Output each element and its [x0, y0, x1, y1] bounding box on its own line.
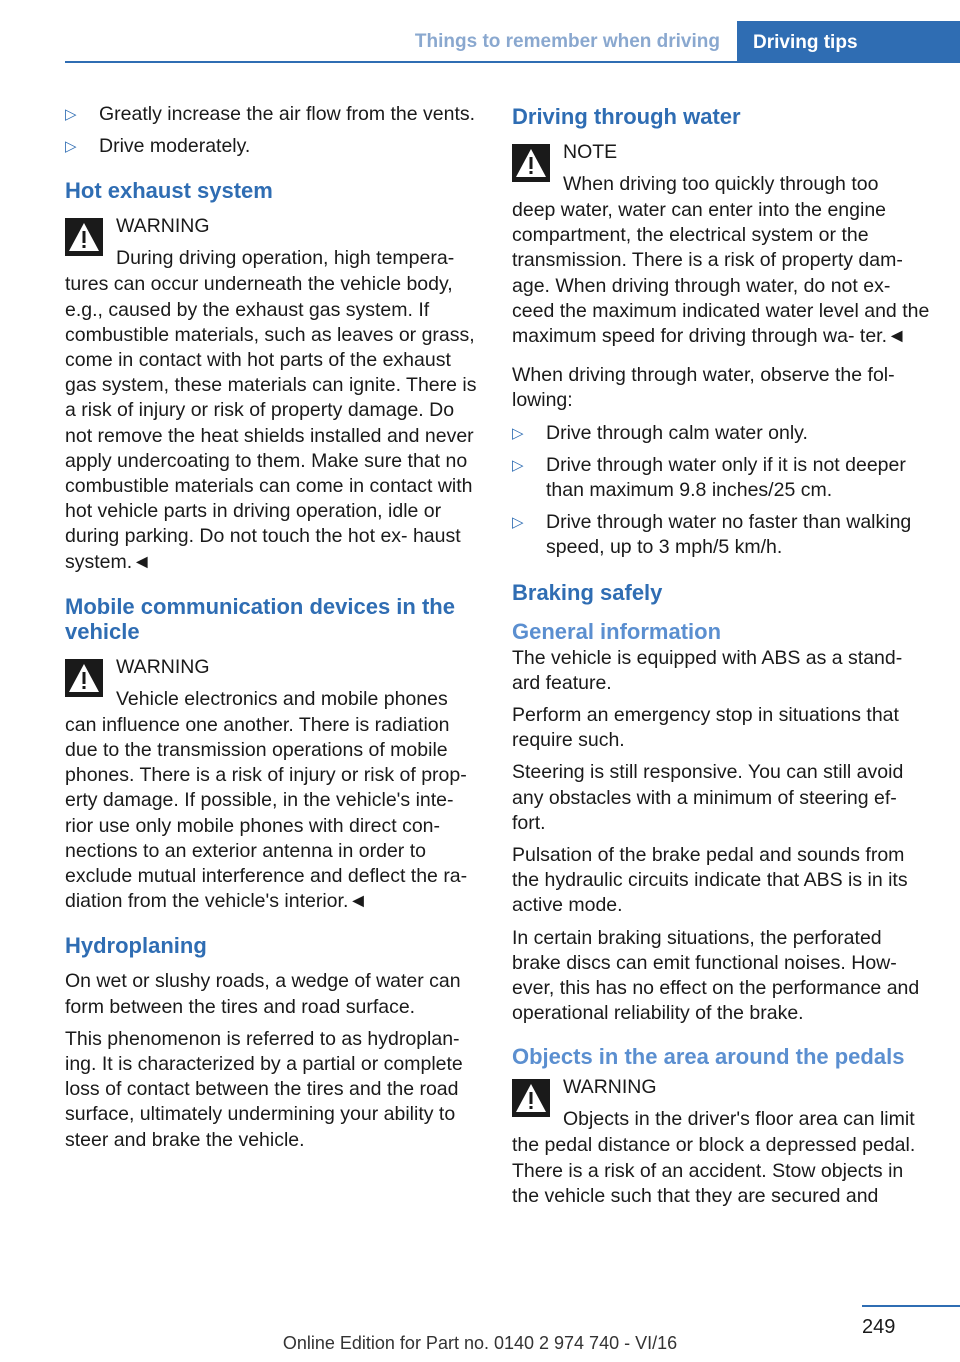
section-heading: Hydroplaning [65, 933, 207, 959]
warning-notice [65, 655, 483, 915]
paragraph: In certain braking situations, the perforated brake discs can emit functional noises. How‐ ever, this has no effect on the performance and operational reliability of the brake. [512, 926, 920, 1025]
paragraph: Perform an emergency stop in situations that require such. [512, 704, 899, 752]
footer-edition: Online Edition for Part no. 0140 2 974 740 - VI/16 [282, 1333, 678, 1353]
right-column [512, 102, 930, 1217]
paragraph: Pulsation of the brake pedal and sounds from the hydraulic circuits indicate that ABS is in its active mode. [512, 844, 908, 917]
list-item-text: Drive moderately. [99, 135, 251, 158]
warning-triangle-icon [512, 144, 550, 182]
bullet-icon: ▷ [512, 424, 524, 442]
warning-notice [65, 214, 483, 574]
header-chapter-tab: Driving tips [737, 21, 960, 61]
notice-text: tures can occur underneath the vehicle body, e.g., caused by the exhaust gas system. If combustible materials, such as leaves or grass, come in contact with hot parts of the exhaust gas system, these materials can ignite. There is a risk of injury or risk of property damage. Do not remove the heat shields installed and never apply undercoating to them. Make sure that no combustible materials can come in contact with hot vehicle parts in driving operation, idle or during parking. Do not touch the hot ex‐ haust system.◄ [65, 273, 477, 573]
notice-text: can influence one another. There is radiation due to the transmission operations of mobile phones. There is a risk of injury or risk of prop‐ erty damage. If possible, in the vehicle's inte‐ rior use only mobile phones with direct con‐ nections to an exterior antenna in order to exclude mutual interference and deflect the ra‐ diation from the vehicle's interior.◄ [65, 713, 468, 913]
list-item-text: Drive through water no faster than walking speed, up to 3 mph/5 km/h. [546, 511, 912, 559]
bullet-icon: ▷ [512, 514, 524, 532]
bullet-icon: ▷ [65, 138, 77, 156]
notice-text: deep water, water can enter into the engine compartment, the electrical system or the transmission. There is a risk of property dam‐ age. When driving through water, do not ex‐ ceed the maximum indicated water level and the maximum speed for driving through wa‐ ter.◄ [512, 199, 930, 348]
bullet-icon: ▷ [512, 456, 524, 474]
section-heading: Braking safely [512, 579, 663, 605]
paragraph: The vehicle is equipped with ABS as a stand‐ ard feature. [512, 646, 903, 694]
paragraph: This phenomenon is referred to as hydroplan‐ ing. It is characterized by a partial or complete loss of contact between the tires and the road surface, ultimately undermining your ability to steer and brake the vehicle. [65, 1027, 463, 1151]
section-heading: Driving through water [512, 104, 741, 129]
warning-triangle-icon [65, 218, 103, 256]
notice-first-line: When driving too quickly through too [563, 173, 879, 195]
list-item-text: Greatly increase the air flow from the vents. [99, 103, 476, 125]
notice-label: NOTE [563, 141, 618, 163]
notice-label: WARNING [116, 215, 210, 238]
warning-notice [512, 1075, 930, 1209]
list-item [65, 134, 483, 159]
paragraph: Steering is still responsive. You can still avoid any obstacles with a minimum of steering ef‐ fort. [512, 761, 904, 834]
list-item [65, 102, 483, 127]
page-number: 249 [862, 1316, 896, 1338]
section-heading: Hot exhaust system [65, 178, 273, 204]
list-item-text: Drive through calm water only. [546, 421, 808, 444]
notice-label: WARNING [563, 1076, 657, 1099]
page-number-rule [862, 1305, 960, 1307]
subsection-heading: General information [512, 618, 722, 644]
header-section-title: Things to remember when driving [414, 31, 720, 52]
list-item [512, 453, 930, 503]
list-item-text: Drive through water only if it is not deeper than maximum 9.8 inches/25 cm. [546, 453, 906, 502]
notice-text: the pedal distance or block a depressed pedal. There is a risk of an accident. Stow objects in the vehicle such that they are secured and [512, 1134, 916, 1207]
warning-triangle-icon [512, 1079, 550, 1117]
paragraph: When driving through water, observe the fol‐ lowing: [512, 364, 895, 412]
bullet-icon: ▷ [65, 106, 77, 123]
notice-first-line: Vehicle electronics and mobile phones [116, 687, 448, 710]
paragraph: On wet or slushy roads, a wedge of water can form between the tires and road surface. [65, 970, 461, 1018]
notice-label: WARNING [116, 655, 210, 678]
notice-first-line: During driving operation, high tempera‐ [116, 247, 455, 270]
warning-triangle-icon [65, 659, 103, 697]
left-column [65, 102, 483, 1160]
subsection-heading: Objects in the area around the pedals [512, 1044, 905, 1070]
header-rule [65, 61, 960, 63]
list-item [512, 510, 930, 560]
note-notice [512, 140, 930, 349]
notice-first-line: Objects in the driver's floor area can limit [563, 1108, 915, 1131]
section-heading: Mobile communication devices in the vehicle [65, 593, 455, 644]
list-item [512, 421, 930, 446]
